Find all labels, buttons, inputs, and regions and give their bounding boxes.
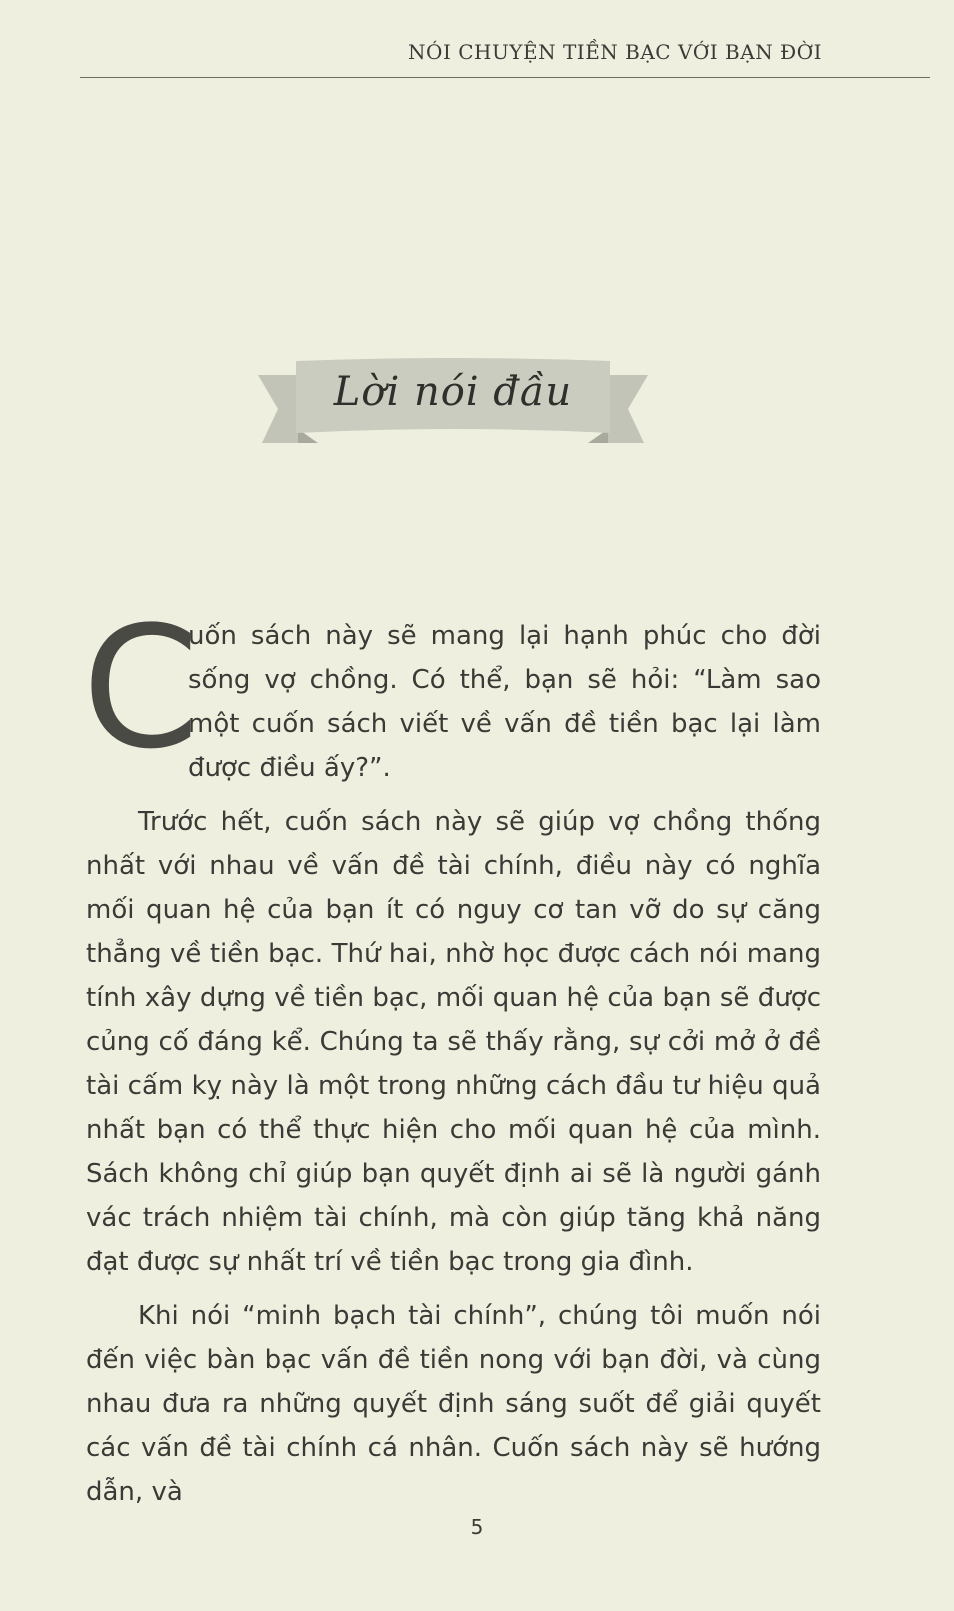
body-text	[82, 590, 821, 1514]
header-divider	[80, 77, 930, 78]
section-title-banner	[258, 355, 648, 447]
paragraph-3: Khi nói “minh bạch tài chính”, chúng tôi muốn nói đến việc bàn bạc vấn đề tiền nong với bạn đời, và cùng nhau đưa ra những quyết định sáng suốt để giải quyết các vấn đề tài chính cá nhân. Cuốn sách này sẽ hướng dẫn, và	[86, 1301, 821, 1507]
paragraph-1-text: uốn sách này sẽ mang lại hạnh phúc cho đời sống vợ chồng. Có thể, bạn sẽ hỏi: “Làm sao một cuốn sách viết về vấn đề tiền bạc lại làm được điều ấy?”.	[188, 621, 821, 783]
page-number: 5	[470, 1515, 484, 1539]
page-header	[0, 38, 954, 68]
drop-cap-letter: C	[82, 590, 200, 786]
opening-paragraph	[82, 590, 821, 790]
paragraph-2: Trước hết, cuốn sách này sẽ giúp vợ chồng thống nhất với nhau về vấn đề tài chính, điều này có nghĩa mối quan hệ của bạn ít có nguy cơ tan vỡ do sự căng thẳng về tiền bạc. Thứ hai, nhờ học được cách nói mang tính xây dựng về tiền bạc, mối quan hệ của bạn sẽ được củng cố đáng kể. Chúng ta sẽ thấy rằng, sự cởi mở ở đề tài cấm kỵ này là một trong những cách đầu tư hiệu quả nhất bạn có thể thực hiện cho mối quan hệ của mình. Sách không chỉ giúp bạn quyết định ai sẽ là người gánh vác trách nhiệm tài chính, mà còn giúp tăng khả năng đạt được sự nhất trí về tiền bạc trong gia đình.	[86, 807, 821, 1277]
running-head-title: NÓI CHUYỆN TIỀN BẠC VỚI BẠN ĐỜI	[408, 40, 822, 64]
section-title: Lời nói đầu	[333, 369, 573, 415]
